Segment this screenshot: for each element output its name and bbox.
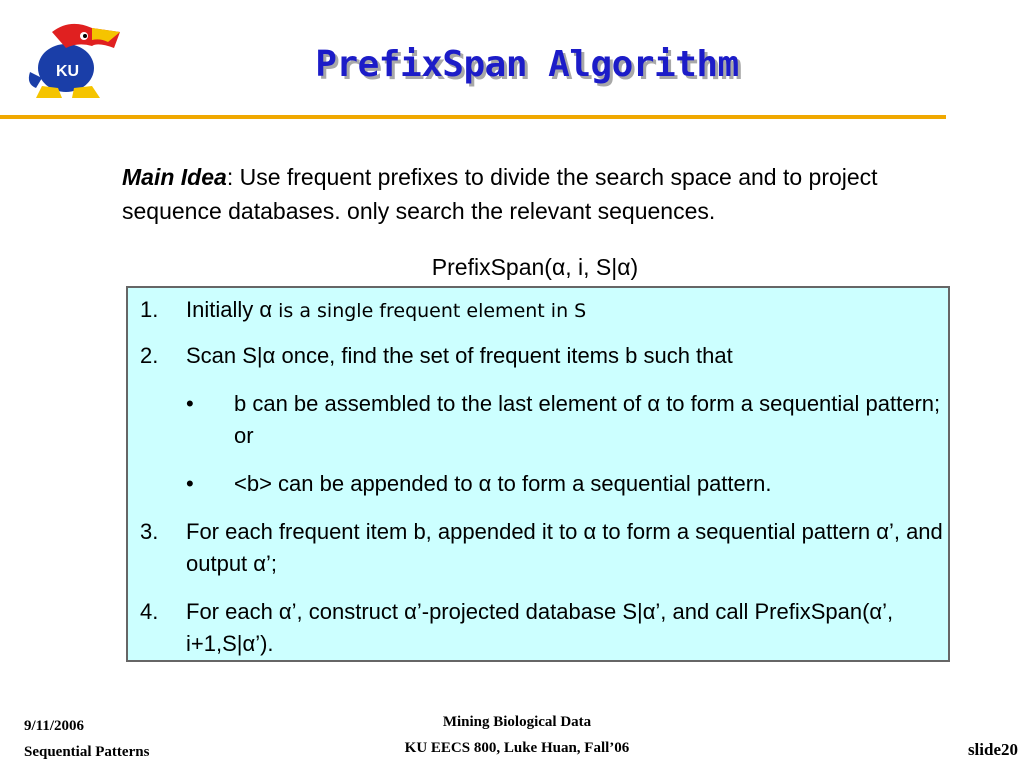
step-1-rest: is a single frequent element in S <box>272 300 587 322</box>
bullet-icon: • <box>186 391 194 416</box>
footer-course-title: Mining Biological Data <box>442 714 592 730</box>
bullet-text: b can be assembled to the last element of α to form a sequential pattern; or <box>234 391 941 448</box>
page-title: PrefixSpan Algorithm <box>315 44 739 85</box>
footer-topic: Sequential Patterns <box>24 744 150 760</box>
algorithm-steps-box <box>126 286 950 662</box>
footer-course-info: KU EECS 800, Luke Huan, Fall’06 <box>404 740 630 756</box>
main-idea-paragraph <box>122 160 942 228</box>
step-text: Scan S|α once, find the set of frequent items b such that <box>186 343 733 368</box>
bullet-icon: • <box>186 471 194 496</box>
step-number: 3. <box>140 519 159 544</box>
footer-date: 9/11/2006 <box>24 718 85 734</box>
step-number: 1. <box>140 297 159 322</box>
function-signature: PrefixSpan(α, i, S|α) <box>431 254 639 280</box>
bullet-text: <b> can be appended to α to form a sequential pattern. <box>234 471 772 496</box>
alpha-symbol: α <box>259 297 273 322</box>
step-1-lead: Initially <box>186 297 260 322</box>
logo-text: KU <box>56 63 80 80</box>
main-idea-label: Main Idea <box>122 164 227 190</box>
step-text: For each frequent item b, appended it to α to form a sequential pattern α’, and output α’; <box>186 519 943 576</box>
step-number: 4. <box>140 599 159 624</box>
step-text <box>186 294 946 327</box>
slide-number: slide20 <box>967 740 1018 759</box>
step-number: 2. <box>140 343 159 368</box>
step-text: For each α’, construct α’-projected database S|α’, and call PrefixSpan(α’, i+1,S|α’). <box>186 599 894 656</box>
main-idea-text: : Use frequent prefixes to divide the search space and to project sequence databases. only search the relevant sequences. <box>122 164 878 224</box>
title-divider <box>0 115 946 119</box>
